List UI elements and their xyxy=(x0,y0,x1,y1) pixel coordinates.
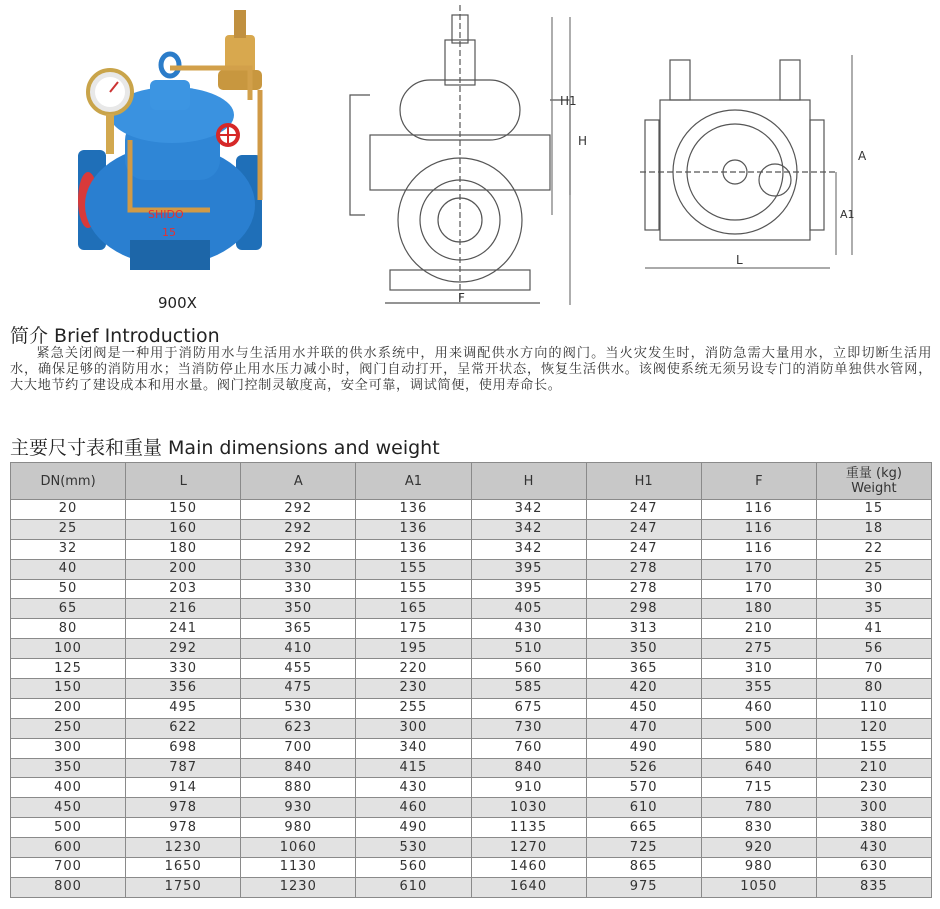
cell-a: 840 xyxy=(241,758,356,778)
cell-weight: 110 xyxy=(816,698,931,718)
table-row xyxy=(11,639,932,659)
cell-a1: 560 xyxy=(356,858,471,878)
cell-dn: 200 xyxy=(11,698,126,718)
cell-a: 292 xyxy=(241,500,356,520)
cell-l: 241 xyxy=(126,619,241,639)
cell-h1: 420 xyxy=(586,679,701,699)
cell-weight: 22 xyxy=(816,539,931,559)
cell-weight: 30 xyxy=(816,579,931,599)
cell-a1: 155 xyxy=(356,579,471,599)
cell-a: 1130 xyxy=(241,858,356,878)
cell-dn: 125 xyxy=(11,659,126,679)
table-row xyxy=(11,738,932,758)
cell-weight: 35 xyxy=(816,599,931,619)
top-dim-a1: A1 xyxy=(840,208,855,221)
product-caption: 900X xyxy=(158,294,197,312)
figures-area xyxy=(0,0,940,318)
cell-dn: 700 xyxy=(11,858,126,878)
cell-weight: 18 xyxy=(816,519,931,539)
cell-dn: 80 xyxy=(11,619,126,639)
cell-a: 1060 xyxy=(241,838,356,858)
cell-f: 920 xyxy=(701,838,816,858)
cell-h1: 975 xyxy=(586,877,701,897)
cell-a1: 195 xyxy=(356,639,471,659)
dimensions-table xyxy=(10,462,932,898)
table-row xyxy=(11,679,932,699)
cell-l: 978 xyxy=(126,798,241,818)
cell-h: 760 xyxy=(471,738,586,758)
cell-l: 1750 xyxy=(126,877,241,897)
cell-a: 330 xyxy=(241,579,356,599)
cell-h1: 247 xyxy=(586,500,701,520)
cell-a1: 136 xyxy=(356,500,471,520)
table-row xyxy=(11,877,932,897)
table-body xyxy=(11,500,932,898)
cell-h1: 298 xyxy=(586,599,701,619)
cell-a1: 415 xyxy=(356,758,471,778)
cell-dn: 350 xyxy=(11,758,126,778)
cell-a1: 460 xyxy=(356,798,471,818)
cell-a1: 255 xyxy=(356,698,471,718)
intro-title: 简介 Brief Introduction xyxy=(10,325,220,347)
cell-f: 1050 xyxy=(701,877,816,897)
cell-a: 330 xyxy=(241,559,356,579)
cell-f: 780 xyxy=(701,798,816,818)
header-h: H xyxy=(471,463,586,500)
cell-dn: 300 xyxy=(11,738,126,758)
cell-weight: 155 xyxy=(816,738,931,758)
cell-weight: 210 xyxy=(816,758,931,778)
cell-dn: 65 xyxy=(11,599,126,619)
cell-f: 460 xyxy=(701,698,816,718)
header-f: F xyxy=(701,463,816,500)
intro-body: 紧急关闭阀是一种用于消防用水与生活用水并联的供水系统中，用来调配供水方向的阀门。当火灾发生时，消防急需大量用水，立即切断生活用水，确保足够的消防用水；当消防停止用水压力减小时，阀门自动打开，呈常开状态，恢复生活供水。该阀使系统无须另设专门的消防单独供水管网，大大地节约了建设成本和用水量。阀门控制灵敏度高，安全可靠，调试简便，使用寿命长。 xyxy=(10,346,932,393)
cell-a: 623 xyxy=(241,718,356,738)
cell-l: 698 xyxy=(126,738,241,758)
cell-h: 510 xyxy=(471,639,586,659)
cell-f: 830 xyxy=(701,818,816,838)
cell-h: 395 xyxy=(471,579,586,599)
cell-weight: 230 xyxy=(816,778,931,798)
cell-a: 930 xyxy=(241,798,356,818)
cell-dn: 20 xyxy=(11,500,126,520)
cell-h1: 450 xyxy=(586,698,701,718)
cell-a1: 175 xyxy=(356,619,471,639)
cell-dn: 150 xyxy=(11,679,126,699)
cell-l: 914 xyxy=(126,778,241,798)
cell-a: 880 xyxy=(241,778,356,798)
cell-h: 342 xyxy=(471,519,586,539)
cell-f: 116 xyxy=(701,519,816,539)
header-a1: A1 xyxy=(356,463,471,500)
cell-dn: 25 xyxy=(11,519,126,539)
cell-h: 342 xyxy=(471,539,586,559)
cell-l: 622 xyxy=(126,718,241,738)
cell-h1: 570 xyxy=(586,778,701,798)
cell-a1: 490 xyxy=(356,818,471,838)
cell-a1: 340 xyxy=(356,738,471,758)
cell-a1: 230 xyxy=(356,679,471,699)
header-l: L xyxy=(126,463,241,500)
cell-f: 715 xyxy=(701,778,816,798)
cell-weight: 835 xyxy=(816,877,931,897)
cell-a1: 430 xyxy=(356,778,471,798)
cell-a1: 300 xyxy=(356,718,471,738)
cell-h: 430 xyxy=(471,619,586,639)
cell-weight: 380 xyxy=(816,818,931,838)
table-title: 主要尺寸表和重量 Main dimensions and weight xyxy=(10,437,440,459)
table-row xyxy=(11,718,932,738)
front-dim-f: F xyxy=(458,291,465,305)
table-row xyxy=(11,519,932,539)
cell-h: 840 xyxy=(471,758,586,778)
cell-h1: 313 xyxy=(586,619,701,639)
header-a: A xyxy=(241,463,356,500)
table-row xyxy=(11,758,932,778)
table-row xyxy=(11,659,932,679)
cell-h: 395 xyxy=(471,559,586,579)
cell-f: 116 xyxy=(701,500,816,520)
cell-dn: 50 xyxy=(11,579,126,599)
cell-weight: 120 xyxy=(816,718,931,738)
table-row xyxy=(11,698,932,718)
cell-a: 410 xyxy=(241,639,356,659)
cell-h1: 247 xyxy=(586,539,701,559)
cell-l: 292 xyxy=(126,639,241,659)
cell-h: 585 xyxy=(471,679,586,699)
top-dim-a: A xyxy=(858,149,867,163)
cell-a: 1230 xyxy=(241,877,356,897)
cell-h1: 247 xyxy=(586,519,701,539)
cell-l: 150 xyxy=(126,500,241,520)
cell-h: 405 xyxy=(471,599,586,619)
cell-l: 203 xyxy=(126,579,241,599)
cell-dn: 250 xyxy=(11,718,126,738)
cell-h1: 725 xyxy=(586,838,701,858)
table-row xyxy=(11,539,932,559)
table-row xyxy=(11,838,932,858)
front-view-drawing xyxy=(330,5,600,315)
cell-h: 1135 xyxy=(471,818,586,838)
table-row xyxy=(11,500,932,520)
cell-weight: 25 xyxy=(816,559,931,579)
cell-dn: 32 xyxy=(11,539,126,559)
cell-f: 170 xyxy=(701,579,816,599)
cell-weight: 70 xyxy=(816,659,931,679)
table-row xyxy=(11,619,932,639)
cell-a: 475 xyxy=(241,679,356,699)
cell-f: 275 xyxy=(701,639,816,659)
cell-h1: 365 xyxy=(586,659,701,679)
table-row xyxy=(11,579,932,599)
cell-a1: 610 xyxy=(356,877,471,897)
front-dim-h1: H1 xyxy=(560,94,577,108)
cell-h: 1640 xyxy=(471,877,586,897)
cell-f: 116 xyxy=(701,539,816,559)
cell-weight: 80 xyxy=(816,679,931,699)
cell-h1: 865 xyxy=(586,858,701,878)
valve-photo xyxy=(60,0,360,300)
header-h1: H1 xyxy=(586,463,701,500)
table-row xyxy=(11,778,932,798)
cell-h1: 490 xyxy=(586,738,701,758)
cell-dn: 600 xyxy=(11,838,126,858)
cell-a1: 136 xyxy=(356,519,471,539)
cell-h1: 526 xyxy=(586,758,701,778)
cell-dn: 40 xyxy=(11,559,126,579)
table-row xyxy=(11,559,932,579)
cell-h1: 665 xyxy=(586,818,701,838)
table-row xyxy=(11,798,932,818)
body-marking: SHIDO xyxy=(148,208,184,221)
header-weight-cn: 重量 (kg) xyxy=(845,466,902,481)
cell-h1: 610 xyxy=(586,798,701,818)
cell-a: 980 xyxy=(241,818,356,838)
cell-l: 160 xyxy=(126,519,241,539)
cell-h: 342 xyxy=(471,500,586,520)
cell-l: 1650 xyxy=(126,858,241,878)
cell-f: 310 xyxy=(701,659,816,679)
cell-weight: 56 xyxy=(816,639,931,659)
top-dim-l: L xyxy=(736,253,743,267)
cell-a: 455 xyxy=(241,659,356,679)
cell-l: 216 xyxy=(126,599,241,619)
cell-h: 1270 xyxy=(471,838,586,858)
cell-l: 356 xyxy=(126,679,241,699)
cell-h1: 278 xyxy=(586,559,701,579)
cell-a: 292 xyxy=(241,539,356,559)
cell-a1: 220 xyxy=(356,659,471,679)
cell-weight: 430 xyxy=(816,838,931,858)
table-header-row xyxy=(11,463,932,500)
cell-h: 675 xyxy=(471,698,586,718)
cell-h: 910 xyxy=(471,778,586,798)
table-row xyxy=(11,599,932,619)
cell-l: 180 xyxy=(126,539,241,559)
cell-f: 210 xyxy=(701,619,816,639)
cell-dn: 450 xyxy=(11,798,126,818)
cell-f: 180 xyxy=(701,599,816,619)
cell-h: 560 xyxy=(471,659,586,679)
cell-a: 700 xyxy=(241,738,356,758)
table-row xyxy=(11,858,932,878)
cell-weight: 15 xyxy=(816,500,931,520)
cell-f: 580 xyxy=(701,738,816,758)
cell-h1: 350 xyxy=(586,639,701,659)
cell-f: 170 xyxy=(701,559,816,579)
cell-h: 1030 xyxy=(471,798,586,818)
cell-l: 200 xyxy=(126,559,241,579)
cell-a: 350 xyxy=(241,599,356,619)
cell-h: 1460 xyxy=(471,858,586,878)
cell-dn: 500 xyxy=(11,818,126,838)
cell-a1: 136 xyxy=(356,539,471,559)
cell-weight: 630 xyxy=(816,858,931,878)
cell-weight: 41 xyxy=(816,619,931,639)
cell-dn: 100 xyxy=(11,639,126,659)
cell-l: 1230 xyxy=(126,838,241,858)
cell-l: 330 xyxy=(126,659,241,679)
cell-a: 292 xyxy=(241,519,356,539)
cell-dn: 800 xyxy=(11,877,126,897)
cell-l: 978 xyxy=(126,818,241,838)
cell-a1: 155 xyxy=(356,559,471,579)
cell-a: 530 xyxy=(241,698,356,718)
cell-a: 365 xyxy=(241,619,356,639)
cell-l: 787 xyxy=(126,758,241,778)
header-dn: DN(mm) xyxy=(11,463,126,500)
cell-f: 980 xyxy=(701,858,816,878)
cell-a1: 530 xyxy=(356,838,471,858)
cell-h1: 278 xyxy=(586,579,701,599)
cell-dn: 400 xyxy=(11,778,126,798)
header-weight xyxy=(816,463,931,500)
body-size-marking: 15 xyxy=(162,226,176,239)
top-view-drawing xyxy=(640,40,880,330)
cell-f: 640 xyxy=(701,758,816,778)
header-weight-en: Weight xyxy=(851,481,897,496)
cell-weight: 300 xyxy=(816,798,931,818)
cell-l: 495 xyxy=(126,698,241,718)
cell-f: 355 xyxy=(701,679,816,699)
cell-f: 500 xyxy=(701,718,816,738)
table-row xyxy=(11,818,932,838)
cell-a1: 165 xyxy=(356,599,471,619)
front-dim-h: H xyxy=(578,134,588,148)
cell-h1: 470 xyxy=(586,718,701,738)
cell-h: 730 xyxy=(471,718,586,738)
